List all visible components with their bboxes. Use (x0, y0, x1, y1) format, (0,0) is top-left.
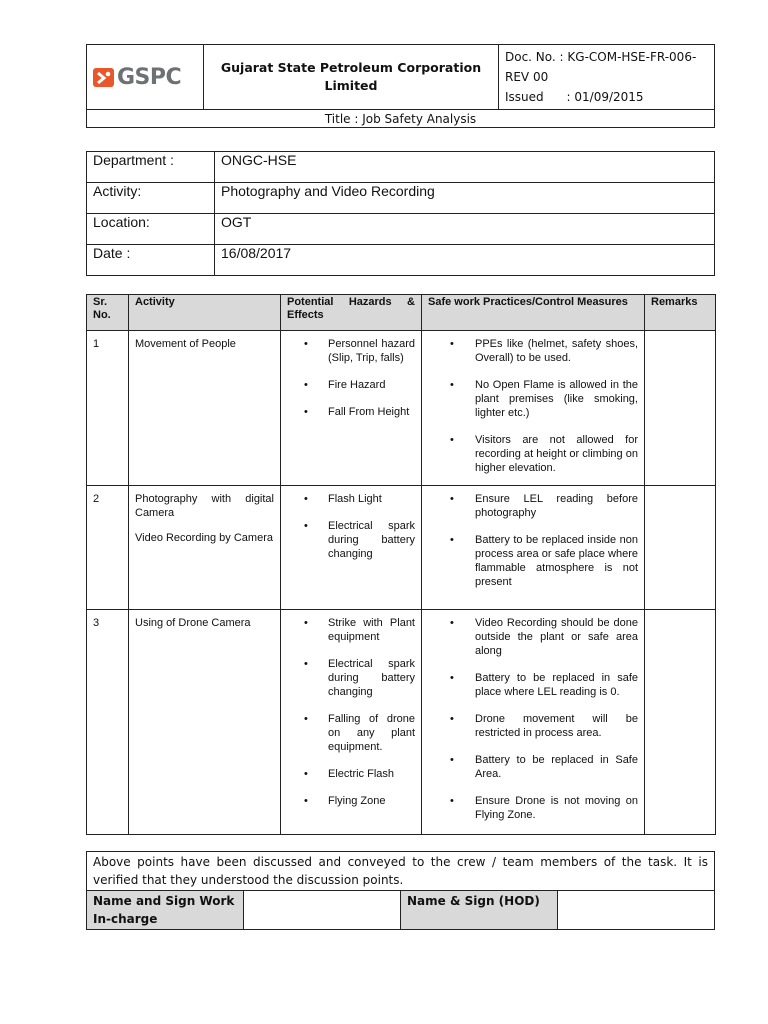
safe-item: • Ensure LEL reading before photography (450, 493, 638, 519)
logo-text: GSPC (117, 64, 182, 90)
hazard-item: • Fire Hazard (304, 379, 386, 391)
hazard-item: • Electrical spark during battery changing (304, 658, 415, 698)
bullet-icon: • (304, 493, 308, 505)
info-row-activity (87, 183, 715, 214)
info-label: Location: (87, 214, 215, 245)
activity-text: Movement of People (135, 338, 236, 350)
doc-number-label: Doc. No. : (505, 50, 568, 64)
bullet-icon: • (304, 658, 308, 670)
row-activity (129, 610, 281, 835)
info-value: 16/08/2017 (215, 245, 715, 276)
bullet-icon: • (450, 534, 454, 546)
discussion-notice: Above points have been discussed and conveyed to the crew / team members of the task. It is verified that they understood the discussion points. (87, 852, 715, 891)
table-row (87, 610, 716, 835)
safe-item: • Video Recording should be done outside the plant or safe area along (450, 617, 638, 657)
issued-value: 01/09/2015 (574, 90, 644, 104)
safe-item: • Visitors are not allowed for recording at height or climbing on higher elevation. (450, 434, 638, 474)
bullet-icon: • (304, 379, 308, 391)
jsa-header-row (87, 295, 716, 331)
bullet-icon: • (304, 406, 308, 418)
bullet-icon: • (304, 713, 308, 725)
gspc-logo (87, 65, 203, 90)
bullet-icon: • (450, 493, 454, 505)
gspc-logo-icon (93, 66, 115, 88)
bullet-icon: • (450, 795, 454, 807)
row-safe-practices (422, 486, 645, 610)
row-remarks (645, 331, 716, 486)
bullet-icon: • (450, 713, 454, 725)
activity-text: Photography with digital Camera (135, 493, 274, 519)
document-title: Title : Job Safety Analysis (87, 110, 715, 128)
info-label: Activity: (87, 183, 215, 214)
bullet-icon: • (304, 795, 308, 807)
info-value: ONGC-HSE (215, 152, 715, 183)
bullet-icon: • (450, 754, 454, 766)
company-name: Gujarat State Petroleum Corporation Limited (204, 45, 499, 110)
info-row-date (87, 245, 715, 276)
sign-off-table (86, 851, 715, 930)
hazard-item: • Personnel hazard (Slip, Trip, falls) (304, 338, 415, 364)
doc-info (499, 45, 715, 110)
hazard-item: • Fall From Height (304, 406, 410, 418)
row-hazards (281, 610, 422, 835)
row-sr: 1 (87, 331, 129, 486)
bullet-icon: • (304, 338, 308, 350)
info-value: Photography and Video Recording (215, 183, 715, 214)
work-incharge-sign-field[interactable] (244, 891, 401, 930)
safe-item: • PPEs like (helmet, safety shoes, Overall) to be used. (450, 338, 638, 364)
doc-number-value: KG-COM-HSE-FR-006-REV 00 (505, 50, 697, 84)
bullet-icon: • (450, 617, 454, 629)
row-hazards (281, 486, 422, 610)
row-activity (129, 486, 281, 610)
table-row (87, 486, 716, 610)
hazard-item: • Flying Zone (304, 795, 386, 807)
info-label: Date : (87, 245, 215, 276)
safe-item: • Ensure Drone is not moving on Flying Zone. (450, 795, 638, 821)
row-remarks (645, 486, 716, 610)
issued-label: Issued : (505, 90, 575, 104)
info-value: OGT (215, 214, 715, 245)
bullet-icon: • (450, 338, 454, 350)
hod-sign-field[interactable] (558, 891, 715, 930)
row-hazards (281, 331, 422, 486)
info-label: Department : (87, 152, 215, 183)
table-row (87, 331, 716, 486)
bullet-icon: • (304, 520, 308, 532)
safe-item: • Battery to be replaced inside non process area or safe place where flammable atmosphere is not present (450, 534, 638, 588)
activity-text: Using of Drone Camera (135, 617, 251, 629)
bullet-icon: • (450, 672, 454, 684)
doc-number (505, 47, 708, 87)
row-remarks (645, 610, 716, 835)
document-header (86, 44, 715, 128)
col-header-activity: Activity (129, 295, 281, 331)
row-safe-practices (422, 610, 645, 835)
info-table (86, 151, 715, 276)
bullet-icon: • (450, 434, 454, 446)
bullet-icon: • (450, 379, 454, 391)
hazard-item: • Flash Light (304, 493, 382, 505)
hod-label: Name & Sign (HOD) (401, 891, 558, 930)
safe-item: • Battery to be replaced in safe place where LEL reading is 0. (450, 672, 638, 698)
col-header-hazards: Potential Hazards & Effects (281, 295, 422, 331)
col-header-sr: Sr. No. (87, 295, 129, 331)
hazard-item: • Falling of drone on any plant equipment. (304, 713, 415, 753)
jsa-table (86, 294, 716, 835)
row-safe-practices (422, 331, 645, 486)
issued-date (505, 87, 708, 107)
info-row-location (87, 214, 715, 245)
safe-item: • Drone movement will be restricted in process area. (450, 713, 638, 739)
bullet-icon: • (304, 617, 308, 629)
safe-item: • No Open Flame is allowed in the plant premises (like smoking, lighter etc.) (450, 379, 638, 419)
col-header-remarks: Remarks (645, 295, 716, 331)
activity-text: Video Recording by Camera (135, 532, 273, 544)
row-activity (129, 331, 281, 486)
row-sr: 2 (87, 486, 129, 610)
hazard-item: • Strike with Plant equipment (304, 617, 415, 643)
work-incharge-label: Name and Sign Work In-charge (87, 891, 244, 930)
hazard-item: • Electrical spark during battery changing (304, 520, 415, 560)
col-header-safe: Safe work Practices/Control Measures (422, 295, 645, 331)
info-row-department (87, 152, 715, 183)
hazard-item: • Electric Flash (304, 768, 395, 780)
logo-cell (87, 45, 204, 110)
bullet-icon: • (304, 768, 308, 780)
safe-item: • Battery to be replaced in Safe Area. (450, 754, 638, 780)
row-sr: 3 (87, 610, 129, 835)
